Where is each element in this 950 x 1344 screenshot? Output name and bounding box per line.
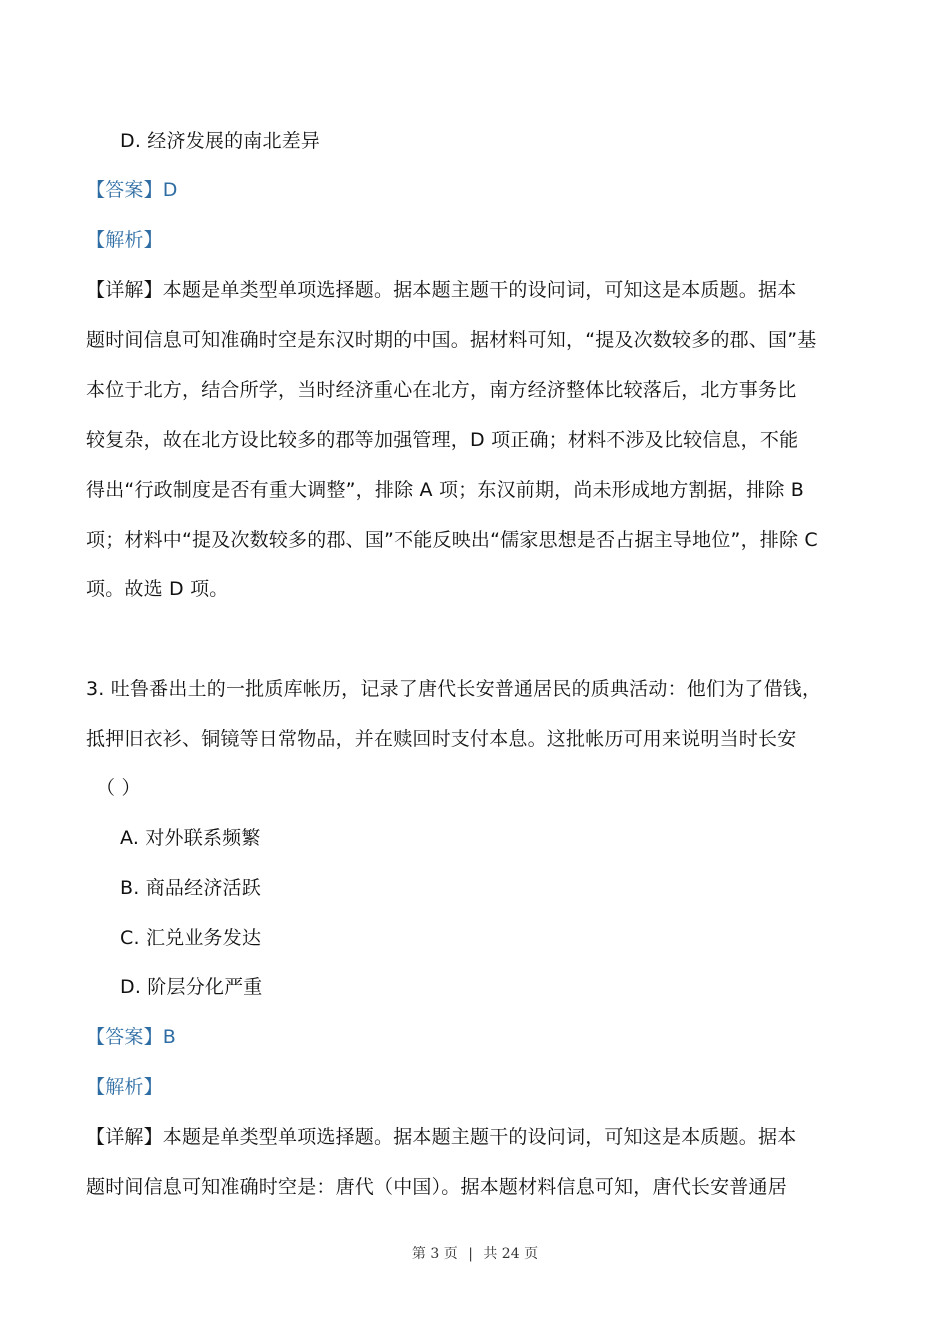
q2-analysis-heading: 【解析】 [86,229,163,251]
q3-analysis-heading: 【解析】 [86,1076,163,1098]
q3-explanation-line: 题时间信息可知准确时空是：唐代（中国）。据本题材料信息可知，唐代长安普通居 [86,1176,787,1198]
q2-option-d: D. 经济发展的南北差异 [120,130,321,152]
q3-answer-blank: （ ） [96,777,141,799]
footer-separator: | [468,1246,473,1262]
q3-option-d: D. 阶层分化严重 [120,976,263,998]
q3-explanation-line: 【详解】本题是单类型单项选择题。据本题主题干的设问词，可知这是本质题。据本 [86,1126,797,1148]
q3-option-c: C. 汇兑业务发达 [120,927,262,949]
q2-answer: 【答案】D [86,179,178,201]
page-footer [0,1243,950,1263]
q3-answer: 【答案】B [86,1026,177,1048]
q3-option-b: B. 商品经济活跃 [120,877,261,899]
total-pages: 共 24 页 [483,1246,539,1262]
q2-explanation-line: 本位于北方，结合所学，当时经济重心在北方，南方经济整体比较落后，北方事务比 [86,379,797,401]
q2-explanation-line: 项；材料中“提及次数较多的郡、国”不能反映出“儒家思想是否占据主导地位”，排除 C [86,529,818,551]
q2-explanation-line: 项。故选 D 项。 [86,578,229,600]
q3-stem-line: 抵押旧衣衫、铜镜等日常物品，并在赎回时支付本息。这批帐历可用来说明当时长安 [86,728,797,750]
q2-explanation-line: 题时间信息可知准确时空是东汉时期的中国。据材料可知，“提及次数较多的郡、国”基 [86,329,817,351]
q3-stem-line: 3. 吐鲁番出土的一批质库帐历，记录了唐代长安普通居民的质典活动：他们为了借钱， [86,678,822,700]
q2-explanation-line: 【详解】本题是单类型单项选择题。据本题主题干的设问词，可知这是本质题。据本 [86,279,797,301]
q3-option-a: A. 对外联系频繁 [120,827,261,849]
q2-explanation-line: 得出“行政制度是否有重大调整”，排除 A 项；东汉前期，尚未形成地方割据，排除 B [86,479,805,501]
current-page: 第 3 页 [411,1246,458,1262]
q2-explanation-line: 较复杂，故在北方设比较多的郡等加强管理，D 项正确；材料不涉及比较信息，不能 [86,429,799,451]
